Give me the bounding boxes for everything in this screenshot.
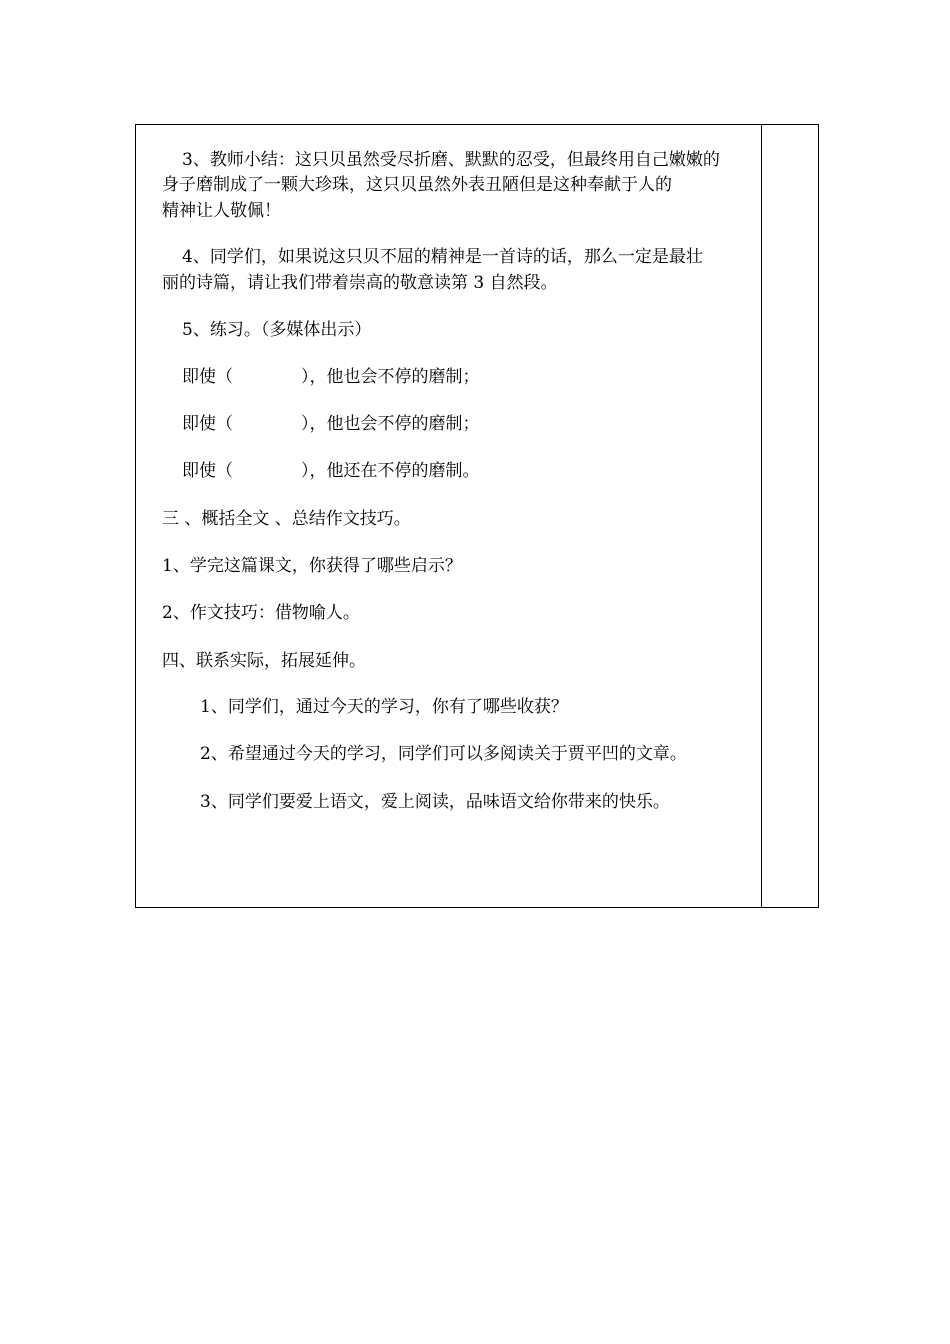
poem-paragraph-line-2: 丽的诗篇，请让我们带着崇高的敬意读第 3 自然段。	[162, 273, 558, 293]
table-column-divider	[761, 124, 762, 908]
section-three-heading: 三 、概括全文 、总结作文技巧。	[162, 509, 411, 529]
teacher-summary-line-3: 精神让人敬佩！	[162, 201, 281, 221]
section-three-item-2: 2、作文技巧：借物喻人。	[162, 603, 360, 623]
section-four-item-1: 1、同学们，通过今天的学习，你有了哪些收获？	[200, 697, 568, 717]
section-four-heading: 四、联系实际，拓展延伸。	[162, 651, 366, 671]
exercise-sentence-2: 即使（ ），他也会不停的磨制；	[182, 414, 480, 434]
section-three-item-1: 1、学完这篇课文，你获得了哪些启示？	[162, 556, 462, 576]
exercise-sentence-1: 即使（ ），他也会不停的磨制；	[182, 367, 480, 387]
exercise-sentence-3: 即使（ ），他还在不停的磨制。	[182, 461, 480, 481]
section-four-item-3: 3、同学们要爱上语文，爱上阅读，品味语文给你带来的快乐。	[200, 792, 670, 812]
teacher-summary-line-2: 身子磨制成了一颗大珍珠，这只贝虽然外表丑陋但是这种奉献于人的	[162, 175, 672, 195]
teacher-summary-line-1: 3、教师小结：这只贝虽然受尽折磨、默默的忍受，但最终用自己嫩嫩的	[182, 150, 720, 170]
section-four-item-2: 2、希望通过今天的学习，同学们可以多阅读关于贾平凹的文章。	[200, 744, 687, 764]
exercise-heading: 5、练习。（多媒体出示）	[182, 320, 372, 340]
poem-paragraph-line-1: 4、同学们，如果说这只贝不屈的精神是一首诗的话，那么一定是最壮	[182, 247, 703, 267]
